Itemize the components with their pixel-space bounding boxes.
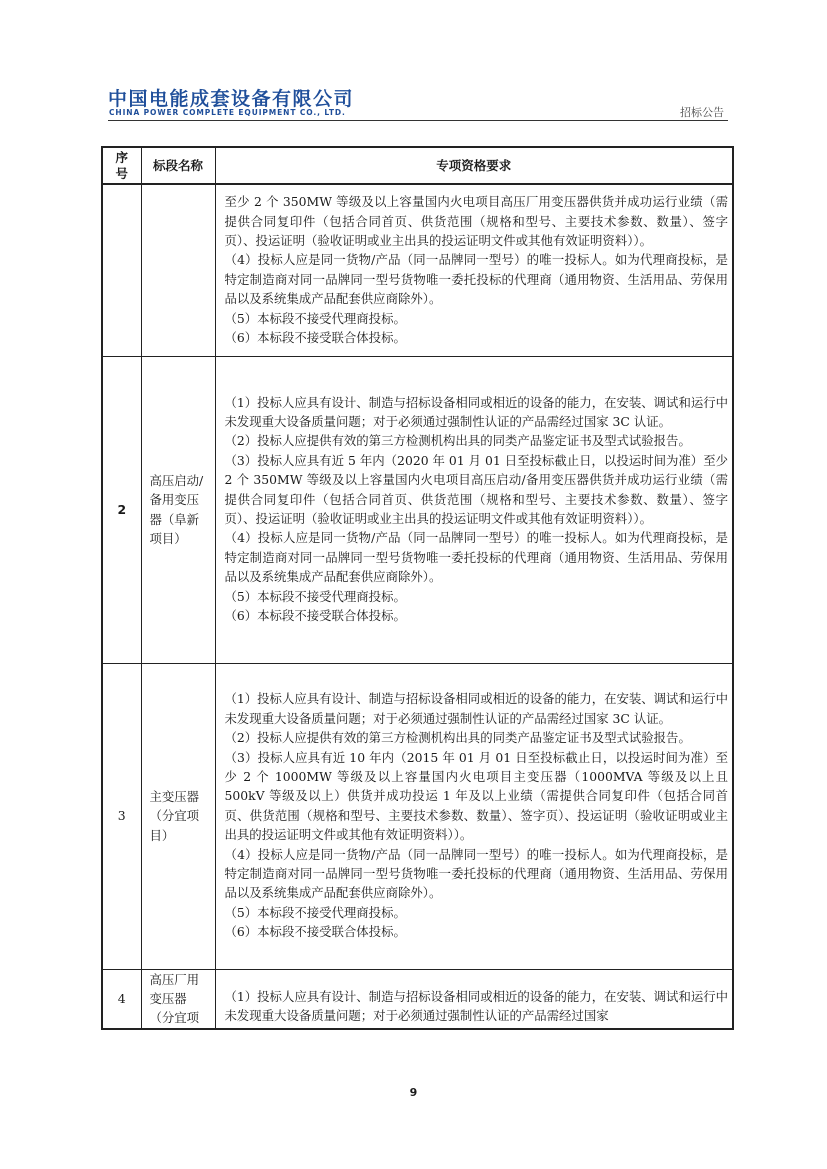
req-paragraph: 至少 2 个 350MW 等级及以上容量国内火电项目高压厂用变压器供货并成功运行业绩（需提供合同复印件（包括合同首页、供货范围（规格和型号、主要技术参数、数量）、签字页）、投运证明（验收证明或业主出具的投运证明文件或其他有效证明资料））。 — [224, 194, 728, 248]
req-paragraph: （1）投标人应具有设计、制造与招标设备相同或相近的设备的能力，在安装、调试和运行中未发现重大设备质量问题；对于必须通过强制性认证的产品需经过国家 3C 认证。 — [224, 691, 729, 726]
row-requirements — [215, 663, 733, 969]
company-logo-cn: 中国电能成套设备有限公司 — [108, 88, 355, 110]
document-type: 招标公告 — [680, 106, 724, 119]
table-header-row — [102, 147, 733, 184]
company-logo-en: CHINA POWER COMPLETE EQUIPMENT CO., LTD. — [109, 108, 346, 117]
header-requirements: 专项资格要求 — [215, 147, 733, 184]
req-paragraph: （5）本标段不接受代理商投标。 — [224, 310, 406, 326]
req-paragraph: （3）投标人应具有近 10 年内（2015 年 01 月 01 日至投标截止日，以投运时间为准）至少 2 个 1000MW 等级及以上容量国内火电项目主变压器（1000MVA 等级及以上且 500kV 等级及以上）供货并成功投运 1 年及以上业绩（需提供合同复印件（包括合同首页、供货范围（规格和型号、主要技术参数、数量）、签字页）、投运证明（验收证明或业主出具的投运证明文件或其他有效证明资料））。 — [224, 749, 728, 843]
row-requirements — [215, 356, 733, 663]
req-paragraph: （4）投标人应是同一货物/产品（同一品牌同一型号）的唯一投标人。如为代理商投标，是特定制造商对同一品牌同一型号货物唯一委托投标的代理商（通用物资、生活用品、劳保用品以及系统集成产品配套供应商除外）。 — [224, 252, 728, 307]
header-seq: 序号 — [102, 147, 141, 184]
row-name: 主变压器（分宜项目） — [141, 663, 215, 969]
table-row — [102, 184, 733, 356]
row-name: 高压厂用变压器（分宜项 — [141, 969, 215, 1029]
table-row — [102, 663, 733, 969]
qualification-table — [101, 146, 734, 1030]
row-requirements — [215, 969, 733, 1029]
req-paragraph: （5）本标段不接受代理商投标。 — [224, 904, 406, 920]
table-row — [102, 356, 733, 663]
row-requirements — [215, 184, 733, 356]
row-seq: 2 — [102, 356, 141, 663]
req-paragraph: （2）投标人应提供有效的第三方检测机构出具的同类产品鉴定证书及型式试验报告。 — [224, 730, 691, 746]
row-seq: 3 — [102, 663, 141, 969]
page-number: 9 — [409, 1086, 418, 1099]
row-seq: 4 — [102, 969, 141, 1029]
req-paragraph: （4）投标人应是同一货物/产品（同一品牌同一型号）的唯一投标人。如为代理商投标，是特定制造商对同一品牌同一型号货物唯一委托投标的代理商（通用物资、生活用品、劳保用品以及系统集成产品配套供应商除外）。 — [224, 530, 728, 585]
req-paragraph: （1）投标人应具有设计、制造与招标设备相同或相近的设备的能力，在安装、调试和运行中未发现重大设备质量问题；对于必须通过强制性认证的产品需经过国家 3C 认证。 — [224, 394, 729, 429]
req-paragraph: （6）本标段不接受联合体投标。 — [224, 329, 406, 345]
req-paragraph: （1）投标人应具有设计、制造与招标设备相同或相近的设备的能力，在安装、调试和运行中未发现重大设备质量问题；对于必须通过强制性认证的产品需经过国家 — [224, 988, 729, 1024]
header-name: 标段名称 — [141, 147, 215, 184]
req-paragraph: （4）投标人应是同一货物/产品（同一品牌同一型号）的唯一投标人。如为代理商投标，是特定制造商对同一品牌同一型号货物唯一委托投标的代理商（通用物资、生活用品、劳保用品以及系统集成产品配套供应商除外）。 — [224, 846, 728, 901]
row-name: 高压启动/备用变压器（阜新项目） — [141, 356, 215, 663]
table-row — [102, 969, 733, 1029]
req-paragraph: （6）本标段不接受联合体投标。 — [224, 924, 406, 940]
req-paragraph: （3）投标人应具有近 5 年内（2020 年 01 月 01 日至投标截止日，以投运时间为准）至少 2 个 350MW 等级及以上容量国内火电项目高压启动/备用变压器供货并成功运行业绩（需提供合同复印件（包括合同首页、供货范围（规格和型号、主要技术参数、数量）、签字页）、投运证明（验收证明或业主出具的投运证明文件或其他有效证明资料））。 — [224, 452, 728, 526]
req-paragraph: （6）本标段不接受联合体投标。 — [224, 608, 406, 624]
header-divider — [108, 120, 728, 121]
page-header — [108, 84, 728, 120]
req-paragraph: （5）本标段不接受代理商投标。 — [224, 588, 406, 604]
req-paragraph: （2）投标人应提供有效的第三方检测机构出具的同类产品鉴定证书及型式试验报告。 — [224, 433, 691, 449]
row-seq — [102, 184, 141, 356]
row-name — [141, 184, 215, 356]
